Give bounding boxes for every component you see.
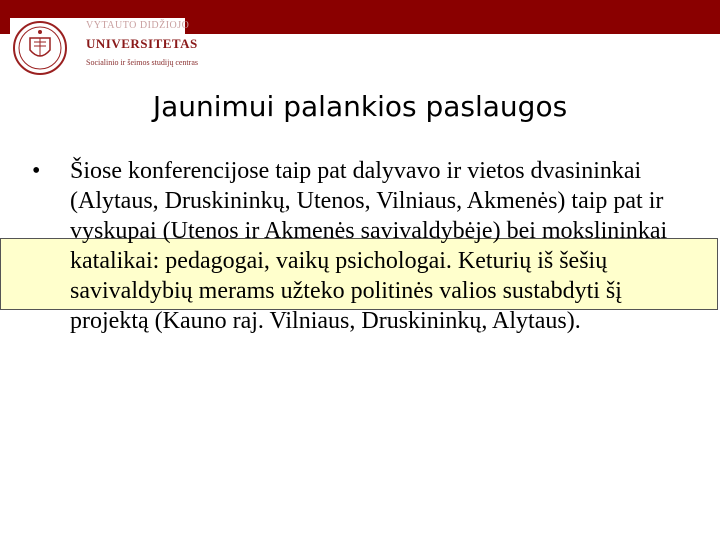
- slide-title: Jaunimui palankios paslaugos: [152, 90, 568, 123]
- logo-text-subtitle: Socialinio ir šeimos studijų centras: [86, 58, 198, 67]
- university-seal-icon: [12, 18, 68, 78]
- bullet-text: Šiose konferencijose taip pat dalyvavo ir vietos dvasininkai (Alytaus, Druskininkų, Utenos, Vilniaus, Akmenės) taip pat ir vyskupai (Utenos ir Akmenės savivaldybėje) bei mokslininkai katalikai: pedagogai, vaikų psichologai. Keturių iš šešių savivaldybių merams užteko politinės valios sustabdyti šį projektą (Kauno raj. Vilniaus, Druskininkų, Alytaus).: [70, 158, 668, 334]
- logo-text-university: UNIVERSITETAS: [86, 36, 198, 51]
- bullet-item: [32, 156, 692, 336]
- bullet-marker: •: [32, 158, 41, 184]
- university-logo: [10, 18, 198, 80]
- logo-text-top: VYTAUTO DIDŽIOJO: [86, 20, 190, 31]
